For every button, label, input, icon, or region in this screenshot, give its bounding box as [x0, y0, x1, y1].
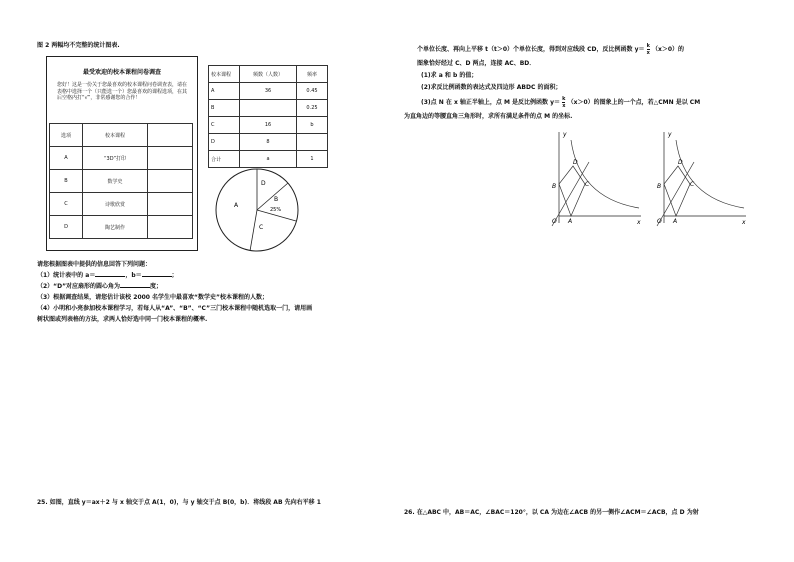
- table-cell: C: [50, 193, 83, 216]
- table-cell: 选项: [50, 124, 83, 147]
- pie-label-b: B: [274, 196, 279, 203]
- table-cell: 陶艺制作: [83, 216, 148, 239]
- question-text: （2）“D”对应扇形的圆心角为: [37, 283, 121, 290]
- question-text: （1）统计表中的 a＝: [37, 272, 96, 279]
- problem-text: (3)点 N 在 x 轴正半轴上，点 M 是反比例函数 y＝: [421, 99, 561, 106]
- answer-blank: [120, 281, 150, 288]
- table-cell: 8: [240, 134, 297, 151]
- table-cell: B: [50, 170, 83, 193]
- survey-form: [46, 56, 198, 251]
- table-cell: 校本课程: [83, 124, 148, 147]
- table-row: [50, 170, 193, 193]
- table-cell: “3D”打印: [83, 147, 148, 170]
- table-cell: A: [209, 83, 240, 100]
- x-axis-label: x: [742, 219, 746, 226]
- question-text: ，b＝: [125, 272, 142, 279]
- table-cell: D: [50, 216, 83, 239]
- table-cell: 36: [240, 83, 297, 100]
- question-1: [37, 270, 178, 279]
- table-cell: 数学史: [83, 170, 148, 193]
- table-cell: A: [50, 147, 83, 170]
- pie-chart: [212, 165, 302, 255]
- table-row: [50, 216, 193, 239]
- table-cell: 校本课程: [209, 66, 240, 83]
- table-row: [209, 134, 328, 151]
- table-row: [209, 66, 328, 83]
- pie-label-a: A: [234, 202, 239, 209]
- point-c-label: C: [585, 181, 590, 188]
- frequency-table: [208, 65, 328, 168]
- question-text: 度；: [150, 283, 163, 290]
- problem-25-q3-line-2: 为直角边的等腰直角三角形时，求所有满足条件的点 M 的坐标.: [404, 113, 573, 120]
- intro-text: 图 2 两幅均不完整的统计图表.: [37, 42, 120, 49]
- point-b-label: B: [552, 183, 557, 190]
- checkbox-cell: [148, 193, 193, 216]
- checkbox-cell: [148, 170, 193, 193]
- table-cell: D: [209, 134, 240, 151]
- survey-body: 您好！这是一份关于您最喜欢的校本课程问卷调查表，请在表格中选择一个（只能选一个）您最喜欢的课程选项，在其后空格内打“√”，非常感谢您的合作！: [57, 82, 188, 101]
- fraction-numerator: k: [646, 43, 650, 49]
- point-b-label: B: [657, 183, 662, 190]
- question-3: （3）根据调查结果，请您估计该校 2000 名学生中最喜欢“数学史”校本课程的人数；: [37, 294, 268, 301]
- checkbox-cell: [148, 147, 193, 170]
- table-row: [209, 117, 328, 134]
- table-row: [50, 193, 193, 216]
- pie-divider: [250, 210, 257, 251]
- hyperbola-curve: [571, 140, 639, 208]
- hyperbola-curve: [676, 140, 744, 208]
- question-4-line-2: 树状图或列表格的方法，求两人恰好选中同一门校本课程的概率.: [37, 316, 208, 323]
- problem-25-q2: (2)求反比例函数的表达式及四边形 ABDC 的面积；: [421, 84, 562, 91]
- line-ab: [552, 162, 589, 226]
- pie-divider: [257, 183, 288, 210]
- x-axis-label: x: [637, 219, 641, 226]
- problem-25-line-2: 图象恰好经过 C、D 两点，连接 AC、BD．: [417, 60, 536, 67]
- table-cell: [148, 124, 193, 147]
- point-d-label: D: [573, 159, 578, 166]
- origin-label: O: [552, 218, 557, 225]
- problem-25-start: 25. 如图，直线 y＝ax＋2 与 x 轴交于点 A(1，0)，与 y 轴交于点 B(0，b)．将线段 AB 先向右平移 1: [37, 499, 321, 506]
- pie-label-b-percent: 25%: [270, 207, 282, 213]
- origin-label: O: [657, 218, 662, 225]
- table-cell: [240, 100, 297, 117]
- question-2: [37, 281, 162, 290]
- problem-25-q1: (1)求 a 和 b 的值；: [421, 72, 478, 79]
- table-row: [50, 124, 193, 147]
- table-cell: 1: [297, 151, 328, 168]
- survey-table: [49, 123, 193, 239]
- fraction: [647, 43, 650, 56]
- y-axis-label: y: [668, 131, 672, 138]
- table-row: [50, 147, 193, 170]
- table-cell: 0.25: [297, 100, 328, 117]
- table-cell: B: [209, 100, 240, 117]
- question-4-line-1: （4）小明和小亮参加校本课程学习，若每人从“A”、“B”、“C”三门校本课程中随机选取一门，请用画: [37, 305, 313, 312]
- problem-text: 个单位长度、再向上平移 t（t＞0）个单位长度，得到对应线段 CD，反比例函数 y＝: [417, 46, 645, 53]
- questions-lead: 请您根据图表中提供的信息回答下列问题：: [37, 261, 152, 268]
- function-graph-1: [545, 128, 645, 228]
- answer-blank: [142, 270, 172, 277]
- pie-label-d: D: [261, 180, 266, 187]
- table-cell: 频数（人数）: [240, 66, 297, 83]
- point-d-label: D: [678, 159, 683, 166]
- problem-text: （x＞0）的: [652, 46, 685, 53]
- survey-title: 最受欢迎的校本课程问卷调查: [82, 69, 161, 76]
- table-row: [209, 100, 328, 117]
- fraction-denominator: x: [562, 103, 566, 109]
- fraction: [562, 96, 565, 109]
- table-cell: 16: [240, 117, 297, 134]
- function-graph-2: [652, 128, 752, 228]
- table-cell: [297, 134, 328, 151]
- checkbox-cell: [148, 216, 193, 239]
- answer-blank: [95, 270, 125, 277]
- table-cell: 诗歌欣赏: [83, 193, 148, 216]
- problem-25-q3-line-1: [421, 96, 700, 109]
- point-a-label: A: [673, 218, 678, 225]
- line-ab: [657, 162, 694, 226]
- pie-label-c: C: [259, 224, 264, 231]
- problem-26-start: 26. 在△ABC 中，AB＝AC，∠BAC＝120°，以 CA 为边在∠ACB 的另一侧作∠ACM＝∠ACB，点 D 为射: [404, 509, 699, 516]
- table-cell: b: [297, 117, 328, 134]
- problem-text: （x＞0）的图象上的一个点，若△CMN 是以 CM: [567, 99, 701, 106]
- table-cell: a: [240, 151, 297, 168]
- table-cell: 0.45: [297, 83, 328, 100]
- table-cell: 合计: [209, 151, 240, 168]
- problem-25-line-1: [417, 43, 684, 56]
- fraction-numerator: k: [562, 96, 566, 102]
- y-axis-label: y: [563, 131, 567, 138]
- table-row: [209, 83, 328, 100]
- point-c-label: C: [690, 181, 695, 188]
- point-a-label: A: [568, 218, 573, 225]
- fraction-denominator: x: [646, 50, 650, 56]
- table-cell: C: [209, 117, 240, 134]
- table-cell: 频率: [297, 66, 328, 83]
- question-text: ；: [171, 272, 178, 279]
